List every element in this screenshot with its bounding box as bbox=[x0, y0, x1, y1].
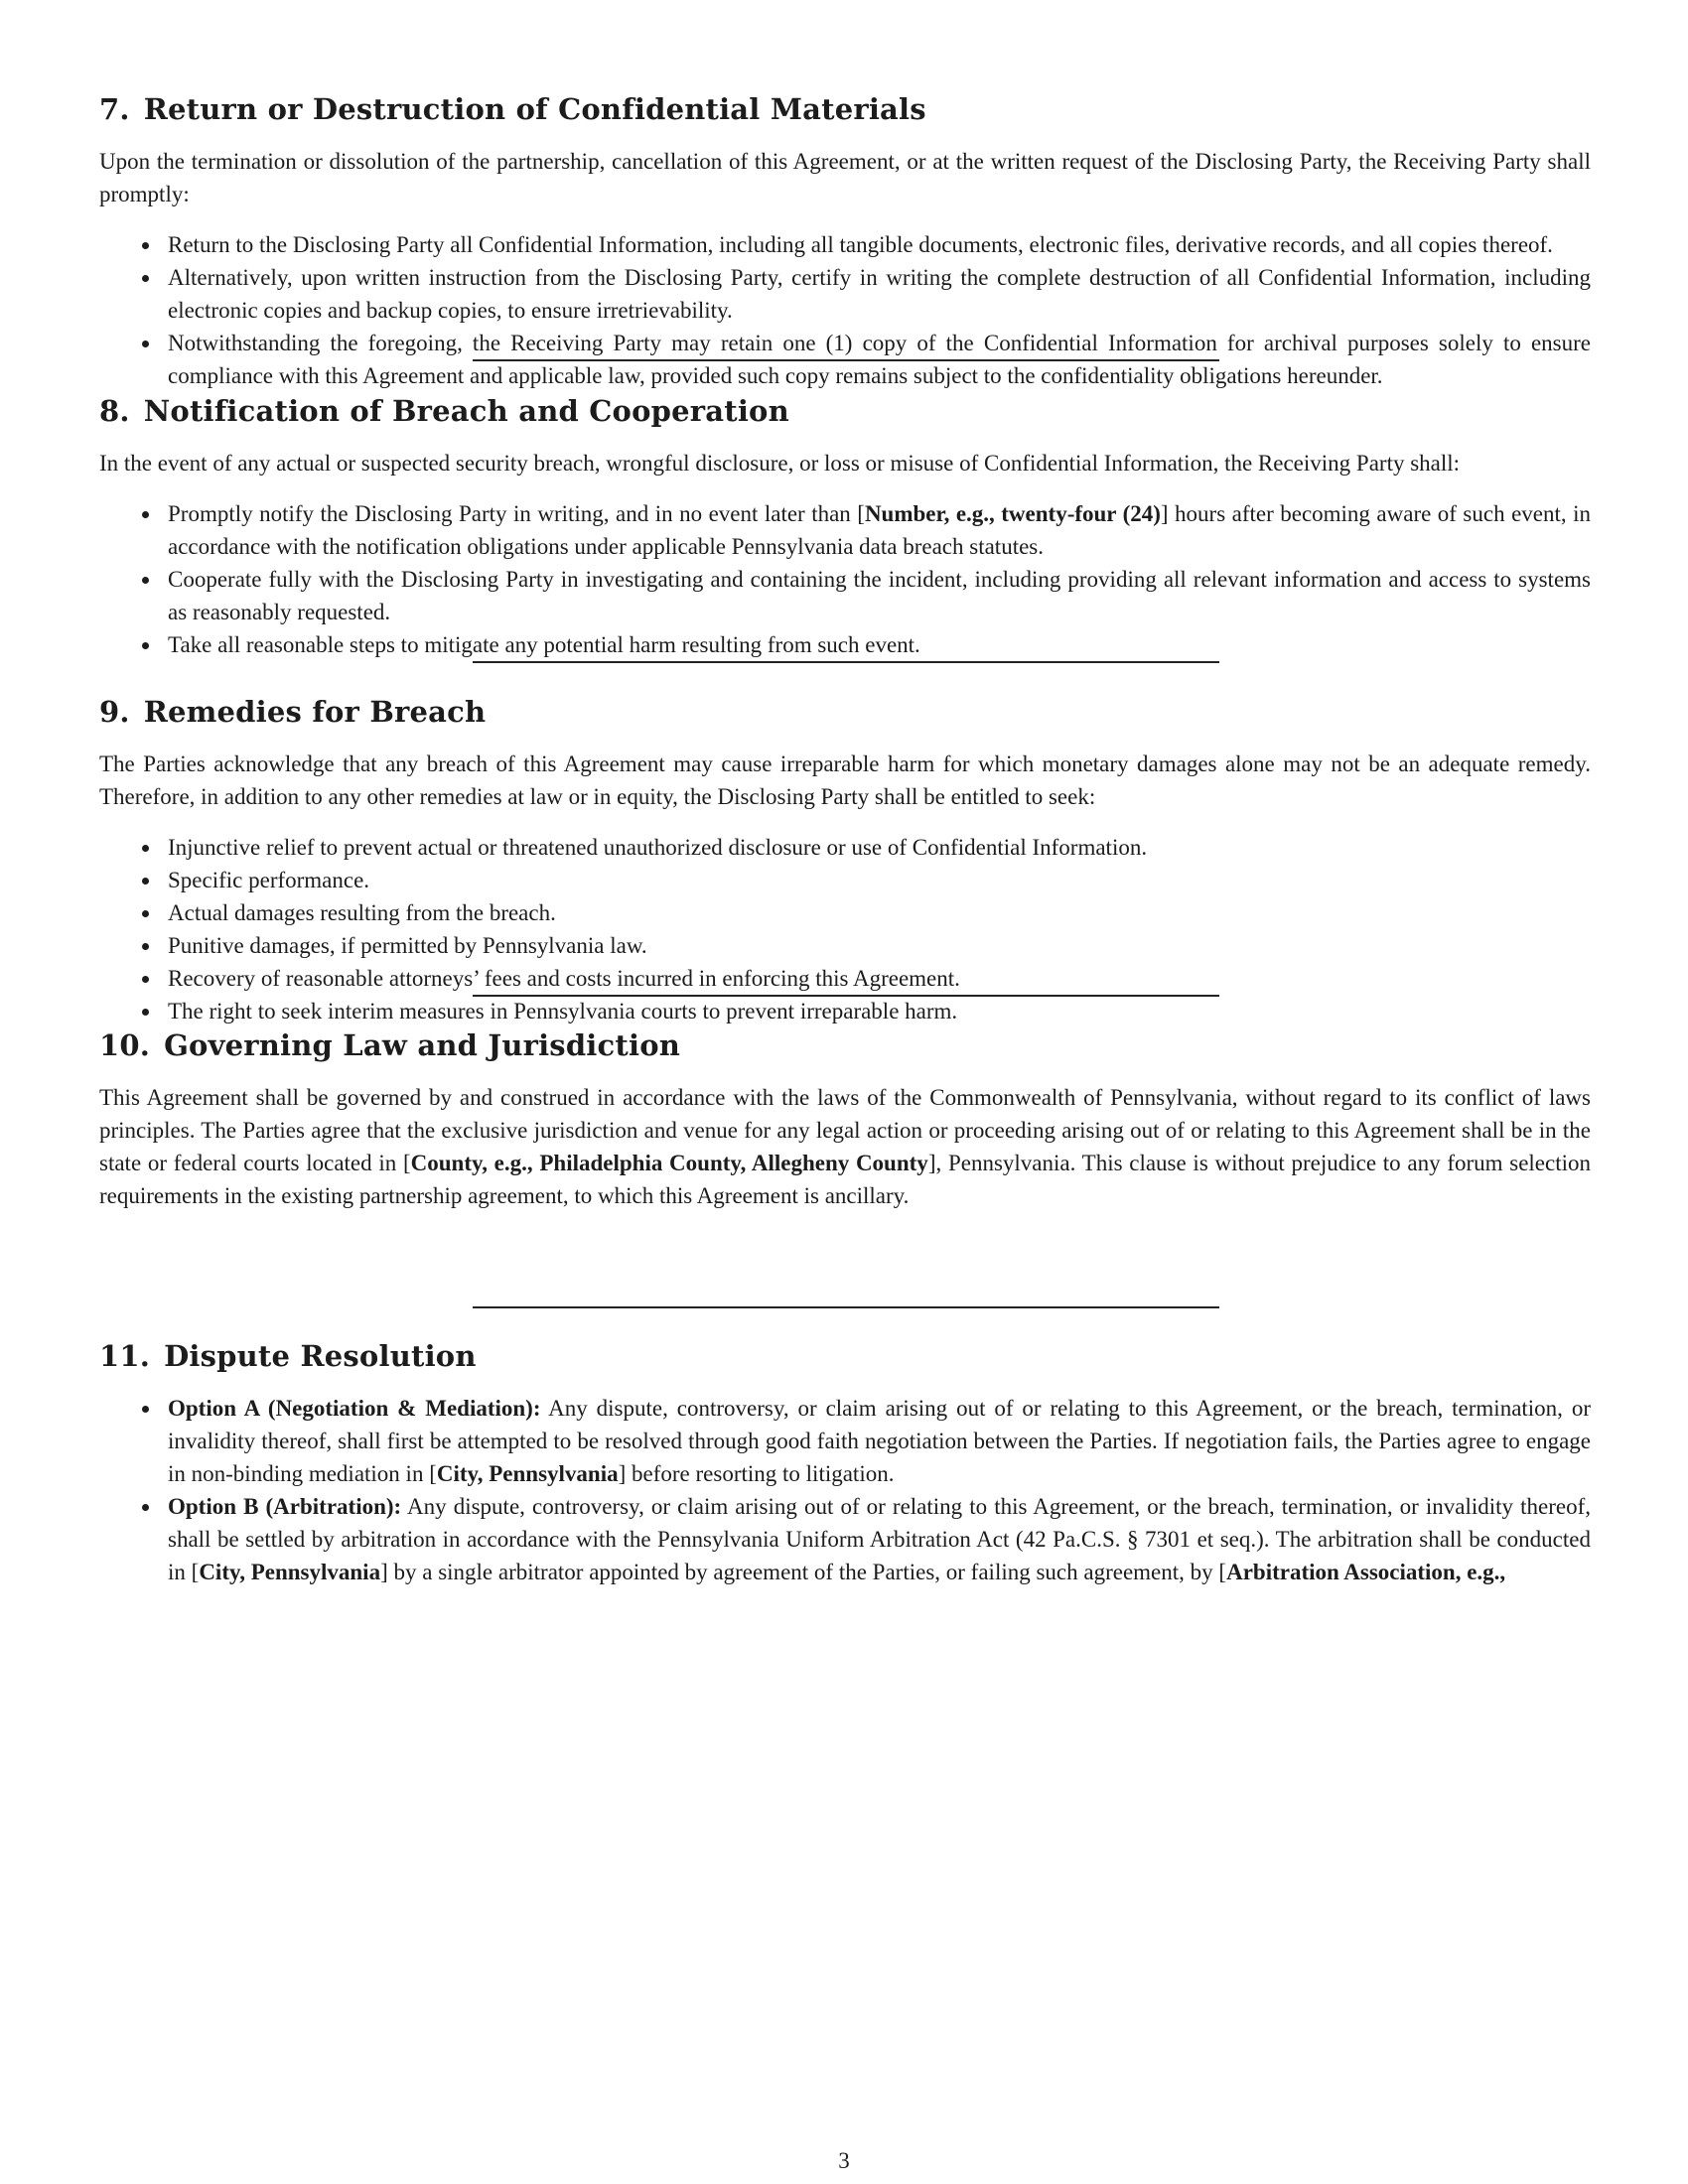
list-item: Notwithstanding the foregoing, the Receiving Party may retain one (1) copy of the Confidential Information for archival purposes solely to ensure compliance with this Agreement and applicable law, provided such copy remains subject to the confidentiality obligations hereunder. bbox=[168, 327, 1591, 392]
page-number: 3 bbox=[838, 2148, 850, 2173]
bullet-list bbox=[99, 228, 1591, 392]
section-intro: In the event of any actual or suspected security breach, wrongful disclosure, or loss or misuse of Confidential Information, the Receiving Party shall: bbox=[99, 451, 1461, 477]
list-item: Punitive damages, if permitted by Pennsylvania law. bbox=[168, 929, 1591, 962]
list-item: Alternatively, upon written instruction from the Disclosing Party, certify in writing the complete destruction of all Confidential Information, including electronic copies and backup copies, to ensure irretrievability. bbox=[168, 261, 1591, 327]
section-intro: The Parties acknowledge that any breach of this Agreement may cause irreparable harm for which monetary damages alone may not be an adequate remedy. Therefore, in addition to any other remedies at law or in equity, the Disclosing Party shall be entitled to seek: bbox=[99, 751, 1591, 810]
placeholder-text: Arbitration Association, e.g., bbox=[1226, 1560, 1506, 1585]
option-label: Option A (Negotiation & Mediation): bbox=[168, 1396, 541, 1422]
text-span: ] by a single arbitrator appointed by agreement of the Parties, or failing such agreement, by [ bbox=[380, 1560, 1227, 1585]
section-divider bbox=[473, 1306, 1219, 1308]
bullet-list bbox=[99, 497, 1591, 661]
section-title: Return or Destruction of Confidential Materials bbox=[143, 92, 926, 126]
text-span: ] hours after becoming aware of such event, in accordance with the notification obligations under applicable Pennsylvania data breach statutes. bbox=[168, 501, 1591, 560]
placeholder-text: Number, e.g., twenty-four (24) bbox=[864, 501, 1161, 527]
section-divider bbox=[473, 359, 1219, 361]
text-span: Any dispute, controversy, or claim arising out of or relating to this Agreement, or the breach, termination, or invalidity thereof, shall be settled by arbitration in accordance with the Pennsylvania Uniform Arbitration Act (42 Pa.C.S. § 7301 et seq.). The arbitration shall be conducted in [ bbox=[168, 1494, 1591, 1585]
placeholder-text: City, Pennsylvania bbox=[436, 1461, 619, 1487]
text-span: ] before resorting to litigation. bbox=[618, 1461, 895, 1487]
list-item: Cooperate fully with the Disclosing Party in investigating and containing the incident, including providing all relevant information and access to systems as reasonably requested. bbox=[168, 563, 1591, 628]
list-item: Actual damages resulting from the breach. bbox=[168, 896, 1591, 929]
section-11 bbox=[99, 1338, 1591, 1588]
section-heading bbox=[99, 1338, 1591, 1374]
text-span: This Agreement shall be governed by and construed in accordance with the laws of the Commonwealth of Pennsylvania, without regard to its conflict of laws principles. The Parties agree that the exclusive jurisdiction and venue for any legal action or proceeding arising out of or relating to this Agreement shall be in the state or federal courts located in [ bbox=[99, 1085, 1591, 1176]
section-number: 10. bbox=[99, 1028, 151, 1062]
section-title: Dispute Resolution bbox=[164, 1339, 477, 1373]
section-number: 7. bbox=[99, 92, 130, 126]
section-9 bbox=[99, 694, 1591, 1027]
text-span: ], Pennsylvania. This clause is without prejudice to any forum selection requirements in the existing partnership agreement, to which this Agreement is ancillary. bbox=[99, 1151, 1591, 1209]
list-item: Specific performance. bbox=[168, 864, 1591, 896]
section-number: 11. bbox=[99, 1339, 151, 1373]
section-heading bbox=[99, 1027, 1591, 1063]
list-item: The right to seek interim measures in Pennsylvania courts to prevent irreparable harm. bbox=[168, 995, 1591, 1027]
section-title: Remedies for Breach bbox=[143, 695, 487, 729]
section-8 bbox=[99, 393, 1591, 661]
section-divider bbox=[473, 661, 1219, 663]
section-title: Notification of Breach and Cooperation bbox=[143, 394, 789, 428]
section-heading bbox=[99, 694, 1591, 730]
list-item bbox=[168, 497, 1591, 563]
text-span: Promptly notify the Disclosing Party in writing, and in no event later than [ bbox=[168, 501, 865, 527]
section-7 bbox=[99, 91, 1591, 392]
section-divider bbox=[473, 995, 1219, 997]
bullet-list bbox=[99, 831, 1591, 1027]
section-title: Governing Law and Jurisdiction bbox=[164, 1028, 681, 1062]
list-item: Take all reasonable steps to mitigate any potential harm resulting from such event. bbox=[168, 628, 1591, 661]
list-item bbox=[168, 1490, 1591, 1588]
list-item: Return to the Disclosing Party all Confidential Information, including all tangible documents, electronic files, derivative records, and all copies thereof. bbox=[168, 228, 1591, 261]
list-item bbox=[168, 1392, 1591, 1490]
list-item: Recovery of reasonable attorneys’ fees and costs incurred in enforcing this Agreement. bbox=[168, 962, 1591, 995]
option-label: Option B (Arbitration): bbox=[168, 1494, 402, 1520]
section-10 bbox=[99, 1027, 1591, 1212]
bullet-list bbox=[99, 1392, 1591, 1588]
list-item: Injunctive relief to prevent actual or threatened unauthorized disclosure or use of Confidential Information. bbox=[168, 831, 1591, 864]
section-heading bbox=[99, 393, 1591, 429]
section-heading bbox=[99, 91, 1591, 127]
section-number: 8. bbox=[99, 394, 130, 428]
section-number: 9. bbox=[99, 695, 130, 729]
section-body bbox=[99, 1081, 1591, 1212]
placeholder-text: City, Pennsylvania bbox=[199, 1560, 381, 1585]
placeholder-text: County, e.g., Philadelphia County, Allegheny County bbox=[410, 1151, 928, 1176]
section-intro: Upon the termination or dissolution of the partnership, cancellation of this Agreement, or at the written request of the Disclosing Party, the Receiving Party shall promptly: bbox=[99, 149, 1591, 207]
text-span: Any dispute, controversy, or claim arising out of or relating to this Agreement, or the breach, termination, or invalidity thereof, shall first be attempted to be resolved through good faith negotiation between the Parties. If negotiation fails, the Parties agree to engage in non-binding mediation in [ bbox=[168, 1396, 1591, 1487]
